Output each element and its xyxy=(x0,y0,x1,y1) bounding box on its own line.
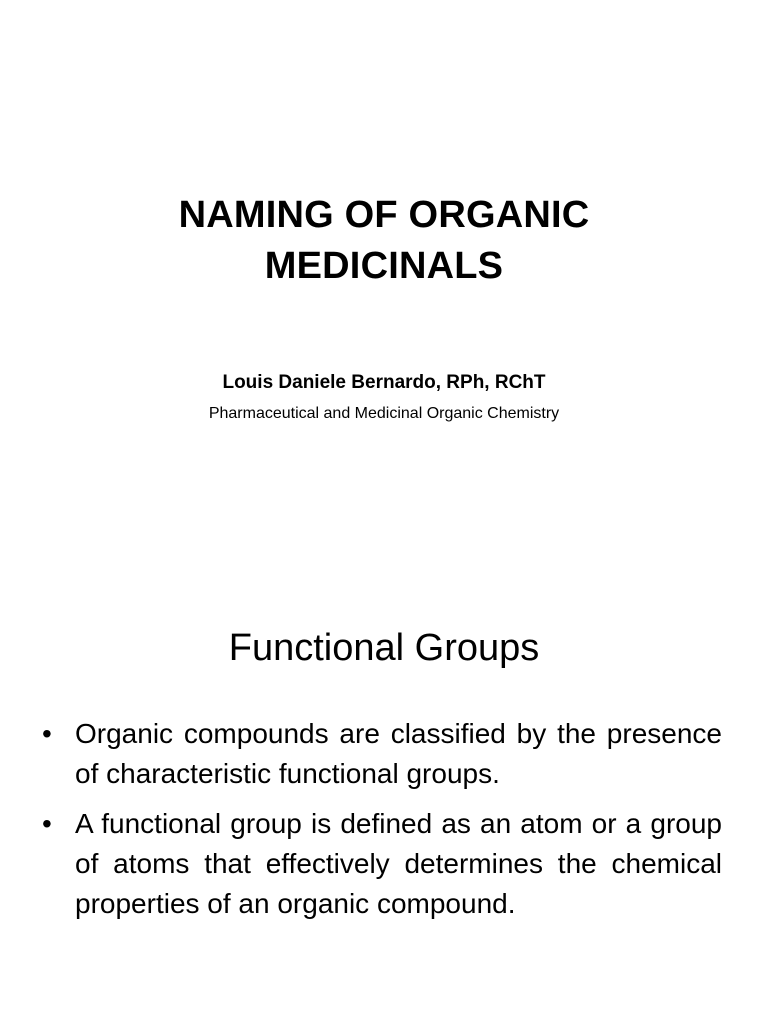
bullet-icon: • xyxy=(42,808,52,839)
content-slide xyxy=(0,512,768,1024)
bullet-icon: • xyxy=(42,718,52,749)
bullet-item xyxy=(40,804,722,924)
slide-title-line-2: MEDICINALS xyxy=(264,245,504,287)
slide-heading: Functional Groups xyxy=(228,627,540,669)
slide-title-line-1: NAMING OF ORGANIC xyxy=(178,194,590,236)
bullet-list xyxy=(40,714,722,934)
course-name: Pharmaceutical and Medicinal Organic Chemistry xyxy=(208,405,560,422)
bullet-text: Organic compounds are classified by the presence of characteristic functional groups. xyxy=(75,718,722,789)
author-name: Louis Daniele Bernardo, RPh, RChT xyxy=(222,372,546,393)
bullet-text: A functional group is defined as an atom or a group of atoms that effectively determines the chemical properties of an organic compound. xyxy=(75,808,722,919)
bullet-item xyxy=(40,714,722,794)
slide-title xyxy=(0,190,768,292)
